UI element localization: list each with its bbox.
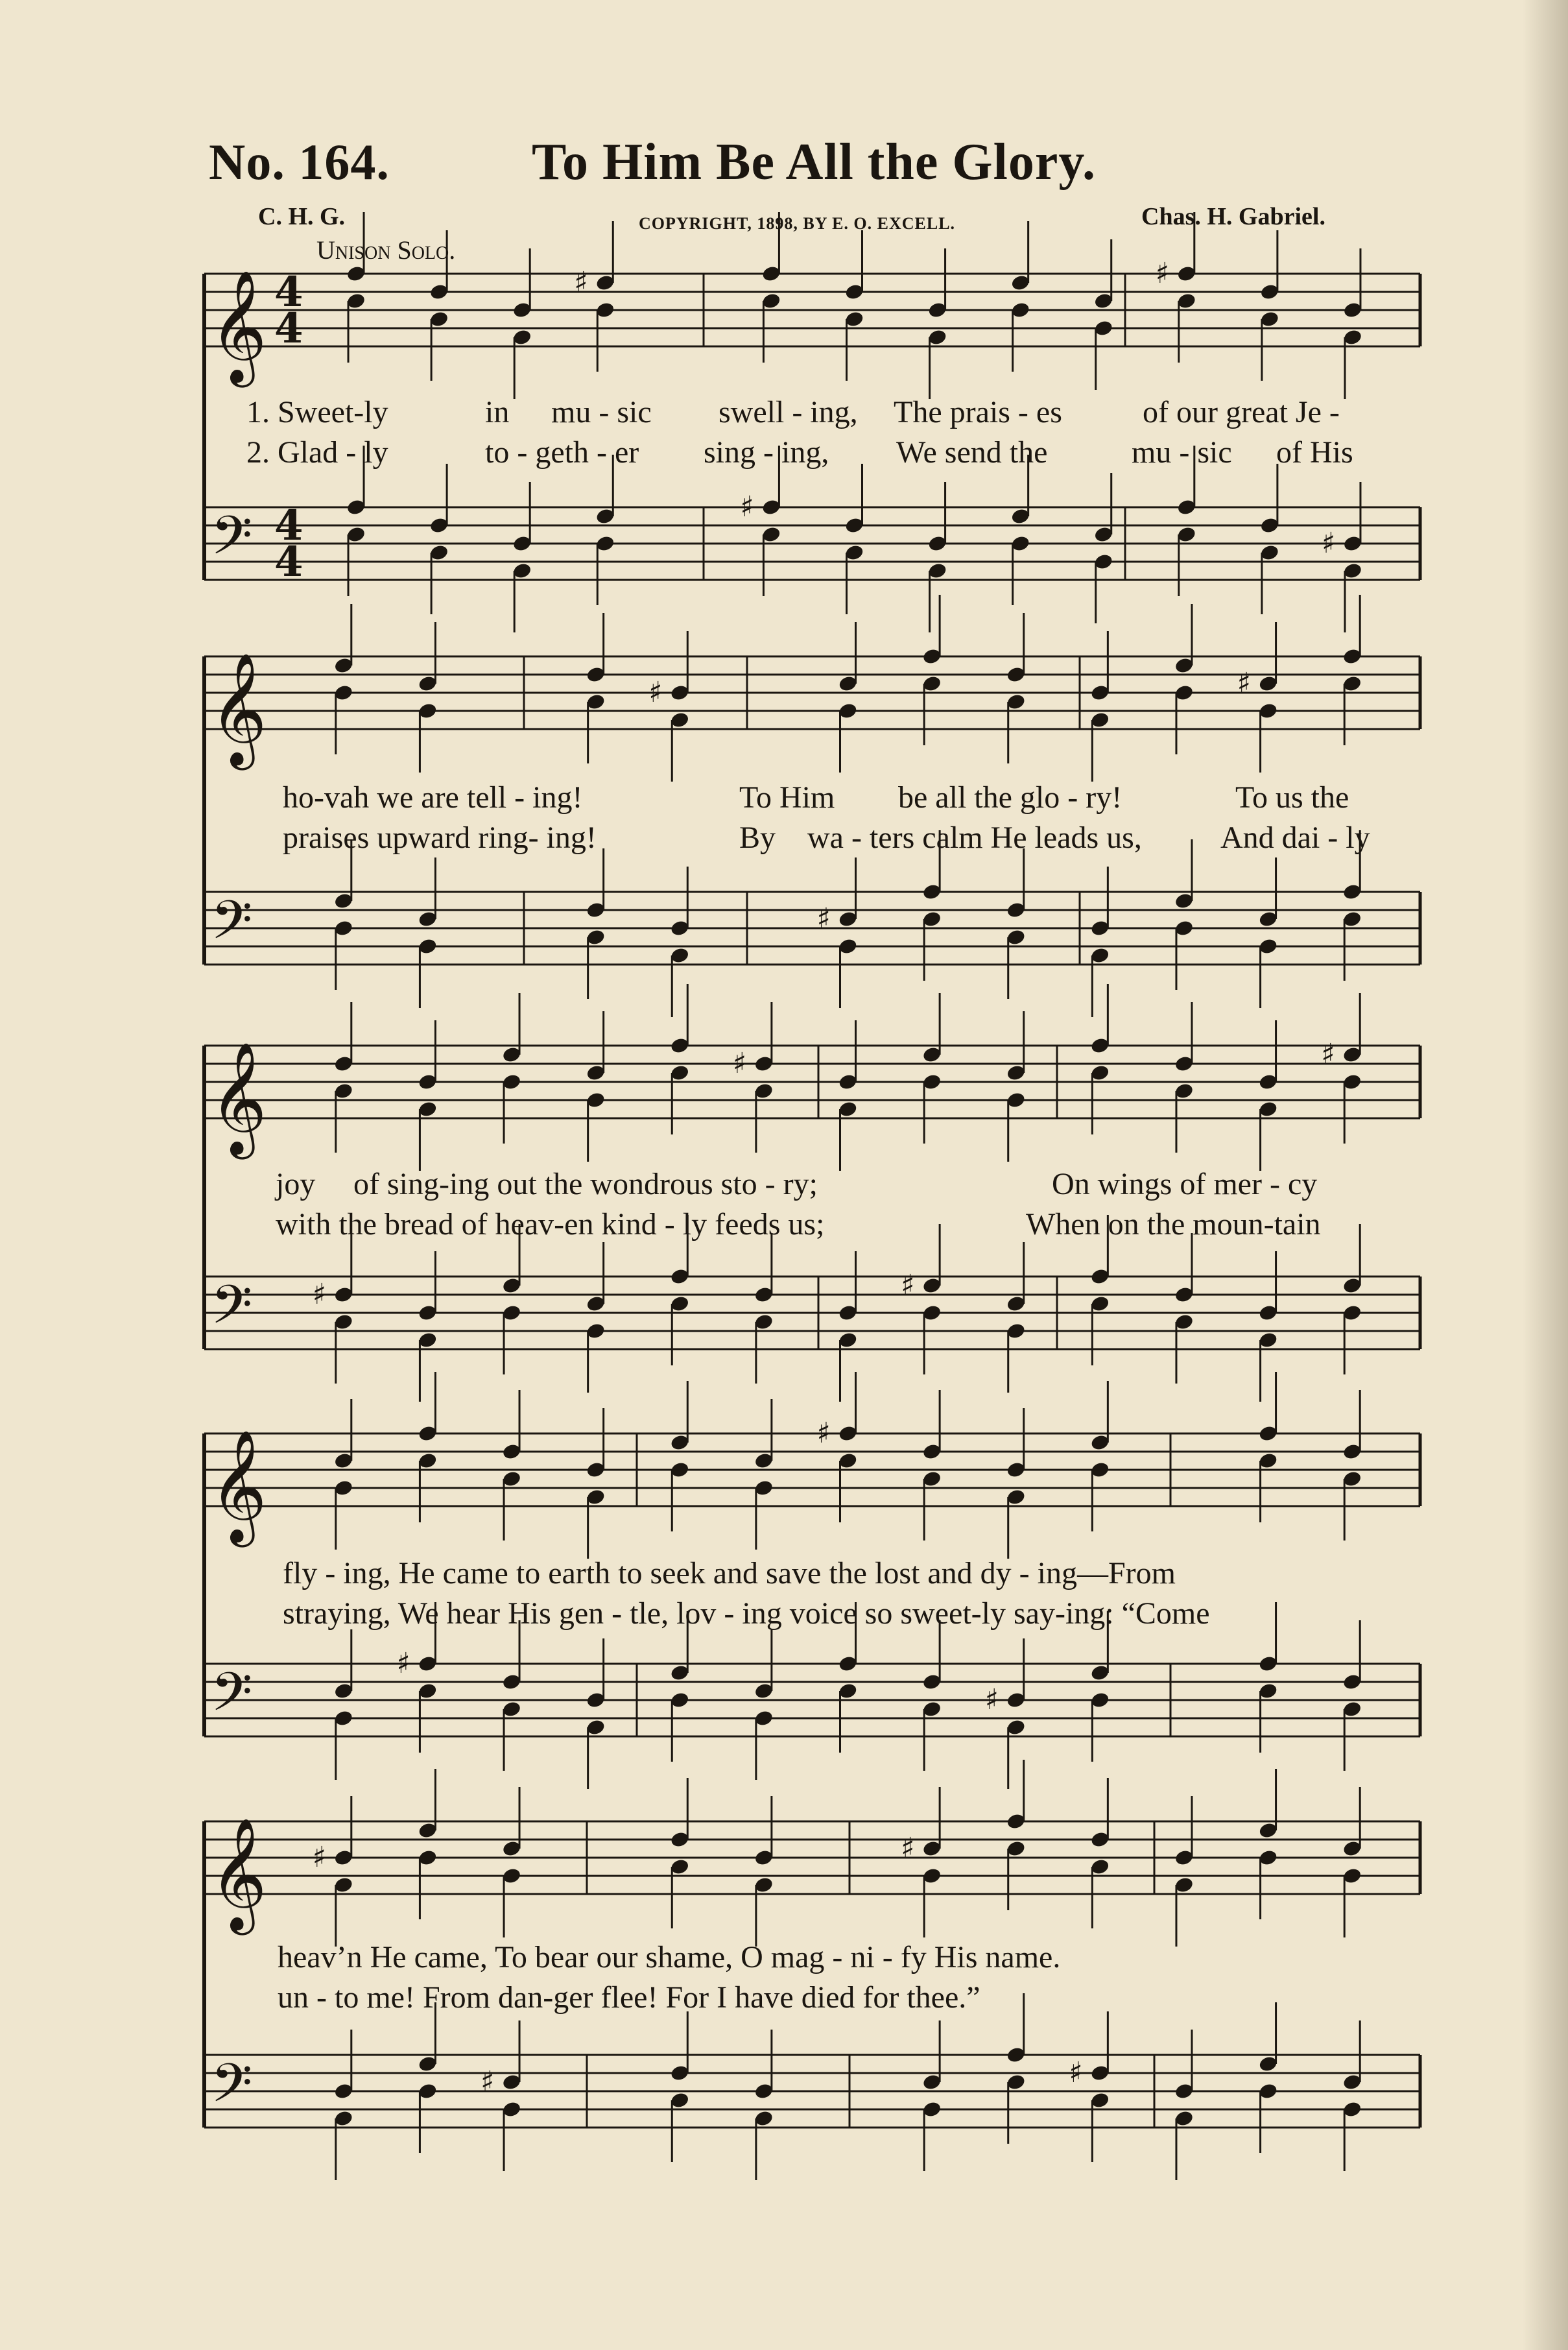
lyrics-verse2-system1	[0, 435, 1568, 474]
sharp-icon: ♯	[312, 1841, 327, 1874]
lyrics-verse1-system1	[0, 394, 1568, 433]
lyric: By	[739, 821, 776, 855]
treble-clef-icon: 𝄞	[209, 1817, 267, 1930]
lyricist: C. H. G.	[258, 203, 346, 230]
treble-clef-icon: 𝄞	[209, 270, 267, 383]
lyrics-verse1-system5	[0, 1939, 1568, 1978]
copyright-notice: COPYRIGHT, 1898, BY E. O. EXCELL.	[639, 214, 956, 233]
bass-clef-icon: 𝄢	[211, 1273, 253, 1349]
lyrics-verse1-system3	[0, 1166, 1568, 1205]
sharp-icon: ♯	[648, 676, 663, 709]
lyrics-verse1-system4	[0, 1555, 1568, 1594]
lyric: ho-vah we are tell - ing!	[283, 780, 583, 815]
lyric: 1. Sweet-ly	[246, 395, 388, 429]
sharp-icon: ♯	[816, 902, 831, 935]
sharp-icon: ♯	[1321, 527, 1336, 560]
lyric: to - geth - er	[485, 435, 639, 470]
lyric: un - to me! From dan-ger flee! For I have died for thee.”	[278, 1980, 980, 2015]
time-signature: 4	[274, 268, 303, 317]
lyrics-verse2-system2	[0, 820, 1568, 859]
sharp-icon: ♯	[1321, 1038, 1335, 1071]
treble-clef-icon: 𝄞	[209, 1430, 267, 1542]
bass-clef-icon: 𝄢	[211, 889, 253, 965]
sharp-icon: ♯	[574, 266, 588, 299]
sharp-icon: ♯	[732, 1047, 747, 1080]
time-signature: 4	[274, 501, 303, 550]
time-signature: 4	[274, 304, 303, 353]
lyrics-verse2-system5	[0, 1980, 1568, 2019]
lyric: mu - sic	[551, 395, 652, 429]
lyrics-verse2-system3	[0, 1206, 1568, 1245]
bass-clef-icon: 𝄢	[211, 2052, 253, 2128]
bass-clef-icon: 𝄢	[211, 504, 253, 580]
lyric: wa - ters calm He leads us,	[807, 821, 1142, 855]
lyric: straying, We hear His gen - tle, lov - ing voice so sweet-ly say-ing: “Come	[283, 1596, 1210, 1631]
lyric: mu - sic	[1132, 435, 1232, 470]
performance-direction: Unison Solo.	[316, 235, 456, 265]
treble-clef-icon: 𝄞	[209, 1042, 267, 1155]
lyric: sing - ing,	[704, 435, 829, 470]
lyric: praises upward ring- ing!	[283, 821, 597, 855]
sharp-icon: ♯	[312, 1278, 327, 1311]
lyric: of our great Je -	[1143, 395, 1340, 429]
sharp-icon: ♯	[901, 1832, 915, 1865]
lyric: And dai - ly	[1220, 821, 1370, 855]
lyric: When on the moun-tain	[1026, 1207, 1321, 1241]
lyric: fly - ing, He came to earth to seek and save the lost and dy - ing—From	[283, 1556, 1176, 1590]
sharp-icon: ♯	[396, 1647, 410, 1680]
lyric: of His	[1276, 435, 1353, 470]
sharp-icon: ♯	[1069, 2056, 1083, 2089]
lyric: swell - ing,	[719, 395, 858, 429]
sharp-icon: ♯	[481, 2065, 495, 2098]
sharp-icon: ♯	[740, 490, 754, 523]
lyric: with the bread of heav-en kind - ly feeds us;	[276, 1207, 825, 1241]
lyric: joy	[276, 1167, 316, 1201]
sharp-icon: ♯	[816, 1417, 831, 1450]
sharp-icon: ♯	[1237, 667, 1251, 700]
lyric: in	[485, 395, 510, 429]
lyric: The prais - es	[894, 395, 1062, 429]
composer: Chas. H. Gabriel.	[1141, 203, 1325, 230]
lyric: To Him	[739, 780, 835, 815]
hymn-title: To Him Be All the Glory.	[532, 134, 1096, 191]
time-signature: 4	[274, 538, 303, 586]
sharp-icon: ♯	[1155, 257, 1170, 290]
lyric: 2. Glad - ly	[246, 435, 388, 470]
lyrics-verse2-system4	[0, 1596, 1568, 1635]
lyric: heav’n He came, To bear our shame, O mag - ni - fy His name.	[278, 1940, 1061, 1974]
sharp-icon: ♯	[984, 1683, 999, 1716]
lyric: We send the	[896, 435, 1048, 470]
lyrics-verse1-system2	[0, 780, 1568, 819]
lyric: To us the	[1235, 780, 1349, 815]
lyric: be all the glo - ry!	[898, 780, 1123, 815]
lyric: On wings of mer - cy	[1052, 1167, 1318, 1201]
treble-clef-icon: 𝄞	[209, 653, 267, 765]
bass-clef-icon: 𝄢	[211, 1661, 253, 1736]
sharp-icon: ♯	[901, 1269, 915, 1302]
hymn-number: No. 164.	[209, 134, 390, 190]
lyric: of sing-ing out the wondrous sto - ry;	[353, 1167, 818, 1201]
